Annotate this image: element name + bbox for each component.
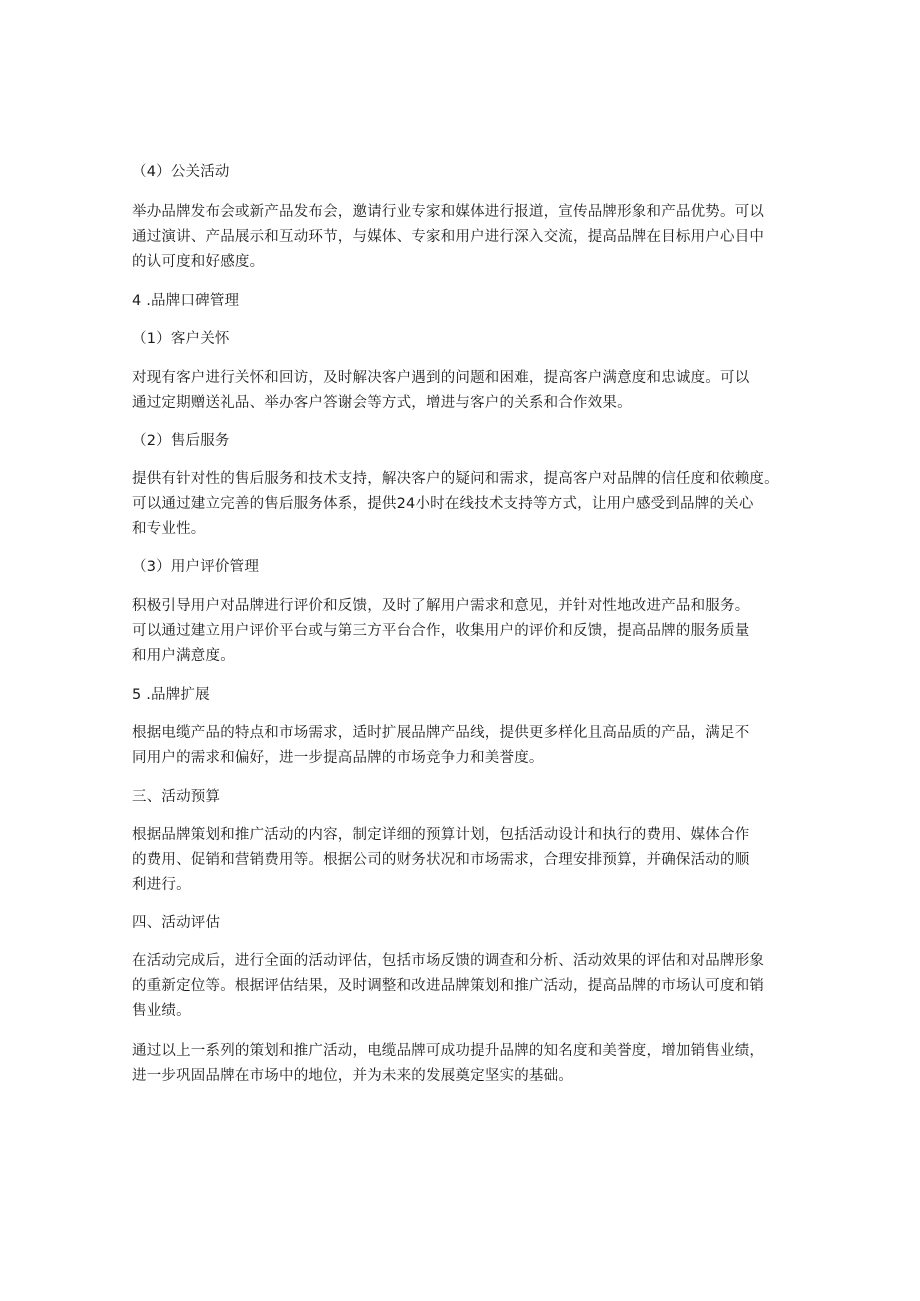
heading-after-sales: （2）售后服务: [132, 433, 230, 449]
paragraph-line: 同用户的需求和偏好，进一步提高品牌的市场竞争力和美誉度。: [132, 750, 544, 766]
paragraph-line: 积极引导用户对品牌进行评价和反馈，及时了解用户需求和意见，并针对性地改进产品和服务。: [132, 598, 750, 614]
paragraph-line: 可以通过建立用户评价平台或与第三方平台合作，收集用户的评价和反馈，提高品牌的服务质量: [132, 623, 750, 639]
paragraph-line: 和专业性。: [132, 521, 206, 537]
heading-customer-care: （1）客户关怀: [132, 331, 230, 347]
heading-reputation-management: 4 .品牌口碑管理: [132, 293, 240, 309]
paragraph-line: 举办品牌发布会或新产品发布会，邀请行业专家和媒体进行报道，宣传品牌形象和产品优势。可以: [132, 204, 765, 220]
paragraph-line: 的费用、促销和营销费用等。根据公司的财务状况和市场需求，合理安排预算，并确保活动的顺: [132, 852, 750, 868]
paragraph-line: 进一步巩固品牌在市场中的地位，并为未来的发展奠定坚实的基础。: [132, 1068, 573, 1084]
paragraph-line: 在活动完成后，进行全面的活动评估，包括市场反馈的调查和分析、活动效果的评估和对品牌形象: [132, 953, 765, 969]
heading-budget: 三、活动预算: [132, 789, 221, 805]
heading-brand-extension: 5 .品牌扩展: [132, 687, 210, 703]
paragraph-line: 可以通过建立完善的售后服务体系，提供24小时在线技术支持等方式，让用户感受到品牌的关心: [132, 496, 754, 512]
paragraph-line: 利进行。: [132, 877, 191, 893]
paragraph-line: 对现有客户进行关怀和回访，及时解决客户遇到的问题和困难，提高客户满意度和忠诚度。可以: [132, 370, 750, 386]
paragraph-line: 和用户满意度。: [132, 648, 235, 664]
paragraph-line: 的认可度和好感度。: [132, 254, 265, 270]
heading-user-review: （3）用户评价管理: [132, 559, 260, 575]
paragraph-line: 提供有针对性的售后服务和技术支持，解决客户的疑问和需求，提高客户对品牌的信任度和依赖度。: [132, 471, 779, 487]
paragraph-line: 售业绩。: [132, 1003, 191, 1019]
paragraph-line: 通过以上一系列的策划和推广活动，电缆品牌可成功提升品牌的知名度和美誉度，增加销售业绩，: [132, 1043, 765, 1059]
paragraph-line: 的重新定位等。根据评估结果，及时调整和改进品牌策划和推广活动，提高品牌的市场认可度和销: [132, 978, 765, 994]
paragraph-line: 通过演讲、产品展示和互动环节，与媒体、专家和用户进行深入交流，提高品牌在目标用户心目中: [132, 229, 765, 245]
paragraph-line: 通过定期赠送礼品、举办客户答谢会等方式，增进与客户的关系和合作效果。: [132, 395, 632, 411]
heading-pr-activity: （4）公关活动: [132, 164, 230, 180]
paragraph-line: 根据电缆产品的特点和市场需求，适时扩展品牌产品线，提供更多样化且高品质的产品，满足不: [132, 725, 750, 741]
paragraph-line: 根据品牌策划和推广活动的内容，制定详细的预算计划，包括活动设计和执行的费用、媒体合作: [132, 827, 750, 843]
heading-evaluation: 四、活动评估: [132, 915, 221, 931]
